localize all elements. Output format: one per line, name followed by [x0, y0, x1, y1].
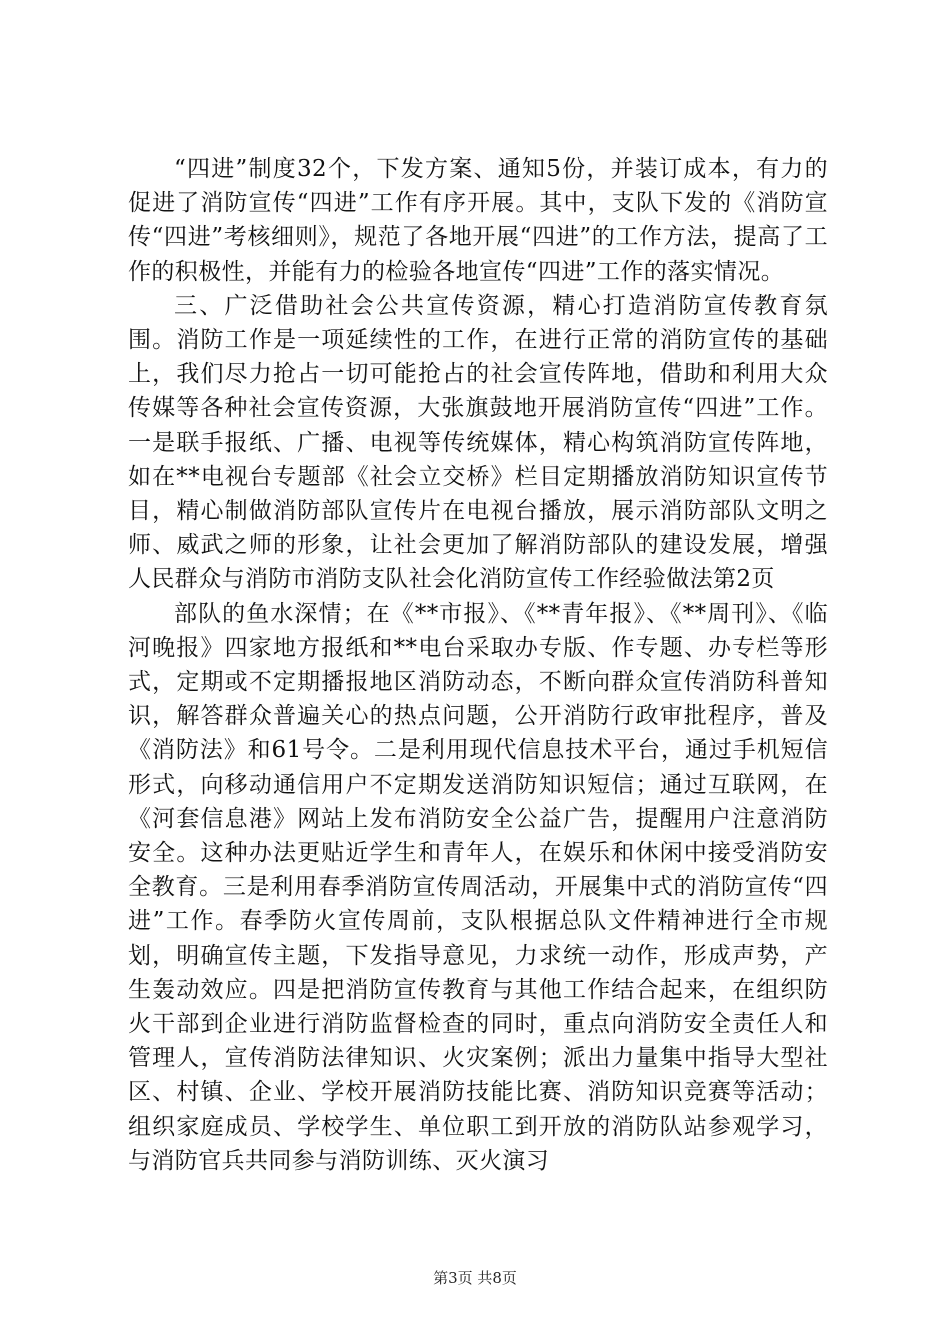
page-footer: 第3页 共8页: [433, 1269, 517, 1287]
paragraph-2: 三、广泛借助社会公共宣传资源，精心打造消防宣传教育氛围。消防工作是一项延续性的工作，在进行正常的消防宣传的基础上，我们尽力抢占一切可能抢占的社会宣传阵地，借助和利用大众传媒等各种社会宣传资源，大张旗鼓地开展消防宣传“四进”工作。一是联手报纸、广播、电视等传统媒体，精心构筑消防宣传阵地，如在**电视台专题部《社会立交桥》栏目定期播放消防知识宣传节目，精心制做消防部队宣传片在电视台播放，展示消防部队文明之师、威武之师的形象，让社会更加了解消防部队的建设发展，增强人民群众与消防市消防支队社会化消防宣传工作经验做法第2页: [128, 292, 828, 593]
document-body: [128, 152, 828, 1178]
paragraph-3: 部队的鱼水深情；在《**市报》、《**青年报》、《**周刊》、《临河晚报》四家地方报纸和**电台采取办专版、作专题、办专栏等形式，定期或不定期播报地区消防动态，不断向群众宣传消防科普知识，解答群众普遍关心的热点问题，公开消防行政审批程序，普及《消防法》和61号令。二是利用现代信息技术平台，通过手机短信形式，向移动通信用户不定期发送消防知识短信；通过互联网，在《河套信息港》网站上发布消防安全公益广告，提醒用户注意消防安全。这种办法更贴近学生和青年人，在娱乐和休闲中接受消防安全教育。三是利用春季消防宣传周活动，开展集中式的消防宣传“四进”工作。春季防火宣传周前，支队根据总队文件精神进行全市规划，明确宣传主题，下发指导意见，力求统一动作，形成声势，产生轰动效应。四是把消防宣传教育与其他工作结合起来，在组织防火干部到企业进行消防监督检查的同时，重点向消防安全责任人和管理人，宣传消防法律知识、火灾案例；派出力量集中指导大型社区、村镇、企业、学校开展消防技能比赛、消防知识竞赛等活动；组织家庭成员、学校学生、单位职工到开放的消防队站参观学习，与消防官兵共同参与消防训练、灭火演习: [128, 600, 828, 1174]
paragraph-1: “四进”制度32个，下发方案、通知5份，并装订成本，有力的促进了消防宣传“四进”工作有序开展。其中，支队下发的《消防宣传“四进”考核细则》，规范了各地开展“四进”的工作方法，提高了工作的积极性，并能有力的检验各地宣传“四进”工作的落实情况。: [128, 156, 828, 285]
